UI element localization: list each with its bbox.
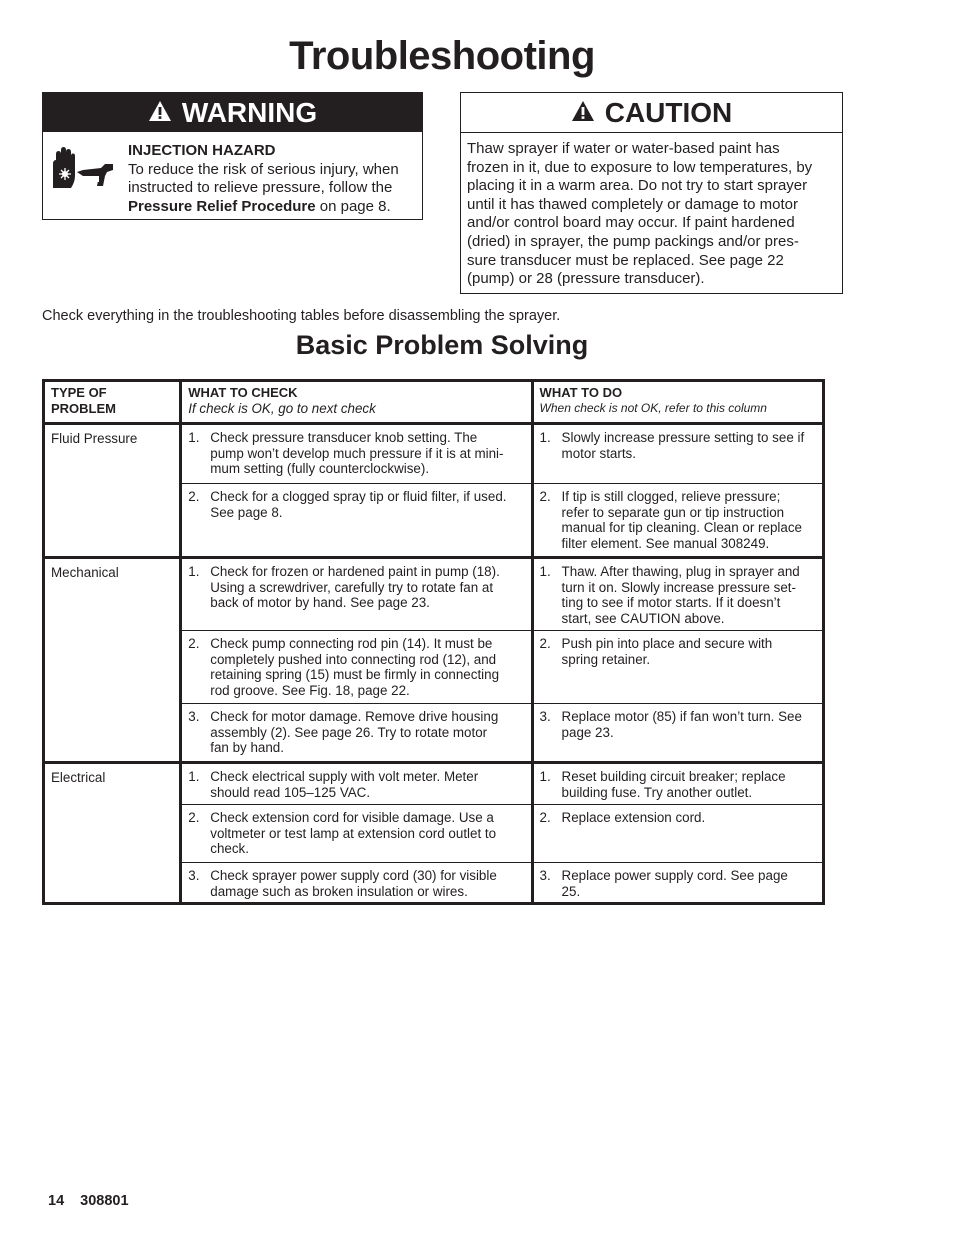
do-cell: [532, 763, 823, 805]
warning-header: [43, 93, 422, 132]
header-type-line-1: TYPE OF: [51, 385, 107, 400]
check-cell: [181, 424, 532, 484]
do-line: spring retainer.: [561, 651, 651, 667]
check-cell: [181, 704, 532, 763]
caution-line: frozen in it, due to exposure to low temperatures, by: [467, 158, 813, 176]
page-number: 14: [48, 1193, 65, 1209]
item-number: 2.: [539, 489, 551, 504]
do-line: refer to separate gun or tip instruction: [561, 504, 785, 520]
do-line: If tip is still clogged, relieve pressure;: [561, 489, 781, 504]
troubleshooting-table: [42, 379, 825, 905]
header-check: [181, 381, 532, 424]
caution-line: (dried) in sprayer, the pump packings and/or pres-: [467, 232, 799, 250]
item-number: 2.: [539, 636, 551, 651]
type-cell: [44, 558, 181, 763]
item-number: 3.: [188, 709, 200, 724]
caution-line: sure transducer must be replaced. See page 22: [467, 251, 784, 269]
type-label: Electrical: [51, 770, 106, 785]
warning-text: [128, 161, 412, 217]
check-line: Check for frozen or hardened paint in pump (18).: [210, 564, 500, 579]
hazard-title: INJECTION HAZARD: [128, 142, 276, 159]
table-row: [44, 424, 824, 484]
do-line: Push pin into place and secure with: [561, 636, 773, 651]
header-do-sub: When check is not OK, refer to this column: [539, 400, 767, 415]
intro-text: Check everything in the troubleshooting tables before disassembling the sprayer.: [42, 308, 561, 324]
check-line: Check for motor damage. Remove drive housing: [210, 709, 499, 724]
check-line: fan by hand.: [210, 740, 284, 755]
check-line: Check pressure transducer knob setting. The: [210, 430, 478, 445]
do-line: filter element. See manual 308249.: [561, 535, 770, 551]
do-line: manual for tip cleaning. Clean or replace: [561, 520, 802, 535]
check-cell: [181, 484, 532, 558]
check-line: Check pump connecting rod pin (14). It must be: [210, 636, 493, 651]
check-line: Check electrical supply with volt meter. Meter: [210, 769, 479, 784]
do-cell: [532, 484, 823, 558]
warning-heading: WARNING: [181, 96, 318, 128]
do-line: 25.: [561, 883, 581, 899]
item-number: 3.: [539, 709, 551, 724]
check-cell: [181, 763, 532, 805]
caution-line: (pump) or 28 (pressure transducer).: [467, 270, 705, 288]
injection-hazard-icon: [49, 146, 119, 190]
type-cell: [44, 424, 181, 558]
type-label: Mechanical: [51, 565, 119, 580]
check-cell: [181, 558, 532, 631]
check-cell: [181, 805, 532, 863]
caution-line: placing it in a warm area. Do not try to start sprayer: [467, 177, 808, 195]
warning-box: [42, 92, 423, 220]
pressure-relief-link: Pressure Relief Procedure: [128, 197, 316, 215]
item-number: 1.: [188, 769, 200, 784]
type-label: Fluid Pressure: [51, 431, 138, 446]
check-line: pump won’t develop much pressure if it is at mini-: [210, 445, 504, 461]
do-line: Replace motor (85) if fan won’t turn. See: [561, 709, 802, 724]
page-footer: [48, 1193, 145, 1209]
section-title: Basic Problem Solving: [295, 330, 589, 360]
item-number: 2.: [539, 810, 551, 825]
do-line: Slowly increase pressure setting to see if: [561, 430, 805, 445]
check-line: assembly (2). See page 26. Try to rotate motor: [210, 724, 488, 740]
caution-line: Thaw sprayer if water or water-based paint has: [467, 140, 780, 157]
check-line: voltmeter or test lamp at extension cord outlet to: [210, 825, 497, 841]
check-line: Check sprayer power supply cord (30) for visible: [210, 868, 497, 883]
type-cell: [44, 763, 181, 904]
check-line: should read 105–125 VAC.: [210, 784, 371, 800]
check-line: rod groove. See Fig. 18, page 22.: [210, 682, 410, 698]
do-line: building fuse. Try another outlet.: [561, 784, 753, 800]
table-row: [44, 558, 824, 631]
caution-heading: CAUTION: [604, 96, 733, 128]
warning-text-1: To reduce the risk of serious injury, when instructed to relieve pressure, follow the: [128, 160, 399, 196]
caution-box: [460, 92, 843, 294]
do-cell: [532, 631, 823, 704]
table-row: [44, 763, 824, 805]
item-number: 1.: [539, 564, 551, 579]
check-line: back of motor by hand. See page 23.: [210, 595, 430, 610]
caution-line: until it has thawed completely or damage to motor: [467, 195, 799, 213]
caution-body: [461, 133, 842, 289]
manual-number: 308801: [80, 1193, 129, 1209]
item-number: 3.: [188, 868, 200, 883]
warning-triangle-icon: [148, 97, 172, 129]
do-cell: [532, 424, 823, 484]
do-cell: [532, 863, 823, 904]
do-line: Replace extension cord.: [561, 810, 706, 825]
page-title: Troubleshooting: [289, 34, 595, 78]
item-number: 1.: [188, 430, 200, 445]
item-number: 1.: [539, 430, 551, 445]
caution-header: [461, 93, 842, 133]
do-line: Reset building circuit breaker; replace: [561, 769, 786, 784]
header-do-title: WHAT TO DO: [539, 385, 623, 400]
caution-line: and/or control board may occur. If paint hardened: [467, 214, 795, 232]
header-type-line-2: PROBLEM: [51, 400, 116, 416]
warning-text-2: on page 8.: [315, 197, 391, 215]
check-line: mum setting (fully counterclockwise).: [210, 461, 430, 476]
header-type: [44, 381, 181, 424]
item-number: 2.: [188, 489, 200, 504]
do-line: Replace power supply cord. See page: [561, 868, 788, 883]
do-cell: [532, 558, 823, 631]
do-line: Thaw. After thawing, plug in sprayer and: [561, 564, 800, 579]
do-line: turn it on. Slowly increase pressure set-: [561, 579, 796, 595]
do-line: ting to see if motor starts. If it doesn’t: [561, 595, 781, 610]
check-cell: [181, 631, 532, 704]
do-line: motor starts.: [561, 445, 636, 461]
check-line: Check extension cord for visible damage. Use a: [210, 810, 494, 825]
header-check-title: WHAT TO CHECK: [188, 385, 298, 400]
item-number: 2.: [188, 636, 200, 651]
header-do: [532, 381, 823, 424]
do-line: start, see CAUTION above.: [561, 610, 725, 626]
caution-triangle-icon: [571, 97, 595, 129]
check-line: Check for a clogged spray tip or fluid filter, if used.: [210, 489, 507, 504]
item-number: 1.: [188, 564, 200, 579]
check-cell: [181, 863, 532, 904]
header-check-sub: If check is OK, go to next check: [188, 400, 376, 416]
check-line: damage such as broken insulation or wires.: [210, 883, 468, 899]
warning-body: [43, 132, 422, 216]
do-cell: [532, 805, 823, 863]
item-number: 2.: [188, 810, 200, 825]
check-line: retaining spring (15) must be firmly in connecting: [210, 667, 500, 682]
check-line: See page 8.: [210, 504, 283, 520]
item-number: 3.: [539, 868, 551, 883]
check-line: Using a screwdriver, carefully try to rotate fan at: [210, 579, 494, 595]
do-line: page 23.: [561, 724, 614, 740]
check-line: check.: [210, 841, 249, 856]
check-line: completely pushed into connecting rod (12), and: [210, 651, 497, 667]
do-cell: [532, 704, 823, 763]
item-number: 1.: [539, 769, 551, 784]
